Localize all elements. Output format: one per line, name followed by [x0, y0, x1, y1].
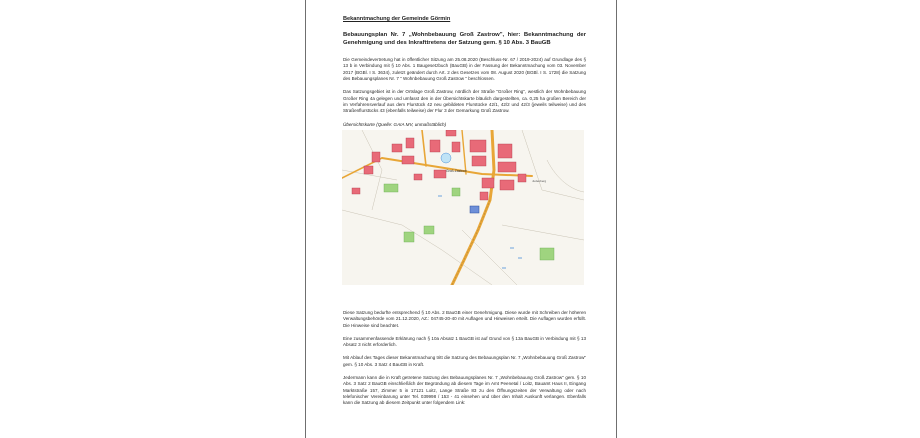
- overview-map: [342, 130, 584, 285]
- paragraph-plan-area: Das Satzungsgebiet ist in der Ortslage Groß Zastrow, nördlich der Straße "Großer Ring", westlich der Wohnbebauung Großer Ring 4a gelegen und umfasst den in der Übersichtskarte bläulich dargestellten, ca. 0,25 ha großen Bereich der im Verfahrensverlauf aus dem Flurstück 42 neu gebildeten Flurstücke 42/1, 42/2 und 42/3 (jeweils teilweise) und des Straßenflurstücks 43 (ebenfalls teilweise) der Flur 3 der Gemarkung Groß Zastrow.: [343, 89, 586, 114]
- buildings: [352, 130, 526, 200]
- document-content: [343, 16, 586, 293]
- map-label-field: Judenberg: [532, 178, 547, 183]
- paragraph-resolution: Die Gemeindevertretung hat in öffentlicher Sitzung am 25.08.2020 (Beschluss-Nr. 67 / 2019-2024) auf Grundlage des § 13 b in Verbindung mit § 10 Abs. 1 Baugesetzbuch (BauGB) in der Fassung der Bekanntmachung vom 03. November 2017 (BGBl. I S. 3634), zuletzt geändert durch Art. 2 des Gesetzes vom 08. August 2020 (BGBl. I S. 1728) die Satzung des Bebauungsplanes Nr. 7 " Wohnbebauung Groß Zastrow " beschlossen.: [343, 57, 586, 82]
- map-label-village: Groß Zastrow: [446, 168, 467, 173]
- paragraph-declaration: Eine zusammenfassende Erklärung nach § 10a Absatz 1 BauGB ist auf Grund von § 13a BauGB in Verbindung mit § 13 Absatz 3 nicht erforderlich.: [343, 335, 586, 348]
- plan-area: [470, 206, 479, 213]
- document-title: Bebauungsplan Nr. 7 „Wohnbebauung Groß Zastrow", hier: Bekanntmachung der Genehmigung und des Inkrafttretens der Satzung gem. § 10 Abs. 3 BauGB: [343, 32, 586, 46]
- paragraph-approval: Diese Satzung bedurfte entsprechend § 10 Abs. 2 BauGB einer Genehmigung. Diese wurde mit Schreiben der höheren Verwaltungsbehörde vom 21.12.2020, AZ.: 04745-20-40 mit Auflagen und Hinweisen erteilt. Die Auflagen wurden erfüllt. Die Hinweise sind beachtet.: [343, 310, 586, 328]
- document-content-after-map: [343, 310, 586, 414]
- map-caption: Übersichtskarte (Quelle: GAIA MV, unmaßstäblich): [343, 121, 447, 127]
- overview-map-graphic: [342, 130, 584, 285]
- water-marks: [438, 196, 522, 268]
- paragraph-inspection: Jedermann kann die in Kraft getretene Satzung des Bebauungsplanes Nr. 7 „Wohnbebauung Groß Zastrow" gem. § 10 Abs. 3 Satz 2 BauGB einschließlich der Begründung ab diesem Tage im Amt Peenetal / Loitz, Bauamt Haus II, Eingang Marktstraße 157, Zimmer 5 in 17121 Loitz, Lange Straße 83 zu den Öffnungszeiten der Verwaltung oder nach telefonischer Vereinbarung unter Tel. 039998 / 153 - 41 einsehen und über den Inhalt Auskunft verlangen. Ebenfalls kann die Satzung ab diesem Zeitpunkt unter folgendem Link:: [343, 375, 586, 406]
- village-pond: [441, 153, 451, 163]
- paragraph-entry-into-force: Mit Ablauf des Tages dieser Bekanntmachung tritt die Satzung des Bebauungsplan Nr. 7 „Wohnbebauung Groß Zastrow" gem. § 10 Abs. 3 Satz 4 BauGB in Kraft.: [343, 355, 586, 367]
- document-page: [305, 0, 617, 438]
- document-heading: Bekanntmachung der Gemeinde Görmin: [343, 16, 451, 22]
